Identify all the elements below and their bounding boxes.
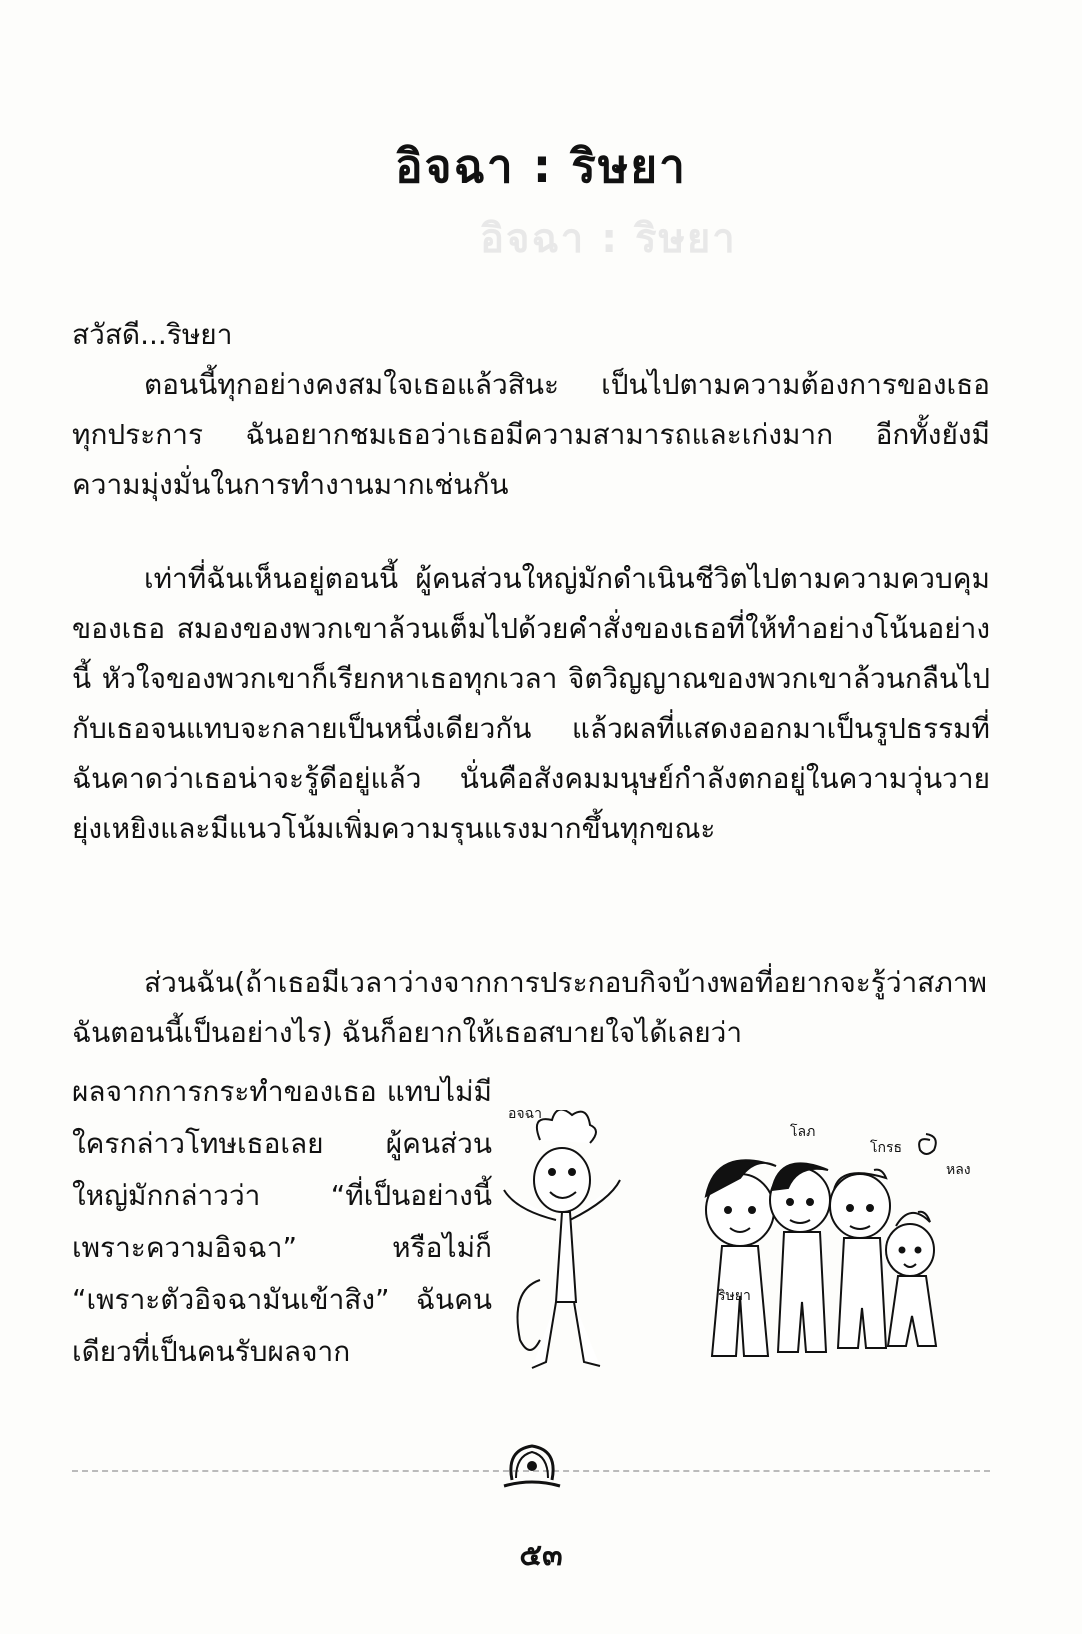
paragraph-3: ส่วนฉัน(ถ้าเธอมีเวลาว่างจากการประกอบกิจบ้างพอที่อยากจะรู้ว่าสภาพฉันตอนนี้เป็นอย่างไร) ฉันก็อยากให้เธอสบายใจได้เลยว่า xyxy=(72,966,987,1049)
side-paragraph: ผลจากการกระทำของเธอ แทบไม่มีใครกล่าวโทษเธอเลย ผู้คนส่วนใหญ่มักกล่าวว่า “ที่เป็นอย่างนี้เพราะความอิจฉา” หรือไม่ก็ “เพราะตัวอิจฉามันเข้าสิง” ฉันคนเดียวที่เป็นคนรับผลจาก xyxy=(72,1075,492,1368)
page-number: ๕๓ xyxy=(519,1538,563,1573)
chapter-title: อิจฉา : ริษยา xyxy=(395,139,687,193)
envy-character xyxy=(504,1110,620,1368)
label-delusion: หลง xyxy=(946,1162,971,1178)
label-anger: โกรธ xyxy=(870,1140,903,1156)
label-greed: โลภ xyxy=(790,1124,816,1140)
label-envy: อิจฉา xyxy=(508,1110,543,1122)
paragraph-2: เท่าที่ฉันเห็นอยู่ตอนนี้ ผู้คนส่วนใหญ่มักดำเนินชีวิตไปตามความควบคุมของเธอ สมองของพวกเขาล้วนเต็มไปด้วยคำสั่งของเธอที่ให้ทำอย่างโน้นอย่างนี้ หัวใจของพวกเขาก็เรียกหาเธอทุกเวลา จิตวิญญาณของพวกเขาล้วนกลืนไปกับเธอจนแทบจะกลายเป็นหนึ่งเดียวกัน แล้วผลที่แสดงออกมาเป็นรูปธรรมที่ฉันคาดว่าเธอน่าจะรู้ดีอยู่แล้ว นั่นคือสังคมมนุษย์กำลังตกอยู่ในความวุ่นวาย ยุ่งเหยิงและมีแนวโน้มเพิ่มความรุนแรงมากขึ้นทุกขณะ xyxy=(72,562,990,845)
character-group xyxy=(706,1134,936,1356)
footer-ornament-icon xyxy=(500,1440,564,1496)
greeting-line: สวัสดี...ริษยา xyxy=(72,318,233,351)
cartoon-illustration xyxy=(500,1110,1000,1410)
cartoon-svg xyxy=(500,1110,1000,1410)
paragraph-1: ตอนนี้ทุกอย่างคงสมใจเธอแล้วสินะ เป็นไปตามความต้องการของเธอทุกประการ ฉันอยากชมเธอว่าเธอมีความสามารถและเก่งมาก อีกทั้งยังมีความมุ่งมั่นในการทำงานมากเช่นกัน xyxy=(72,368,990,501)
bleed-through-title: อิจฉา : ริษยา xyxy=(480,216,737,262)
label-jealousy: ริษยา xyxy=(718,1288,751,1304)
